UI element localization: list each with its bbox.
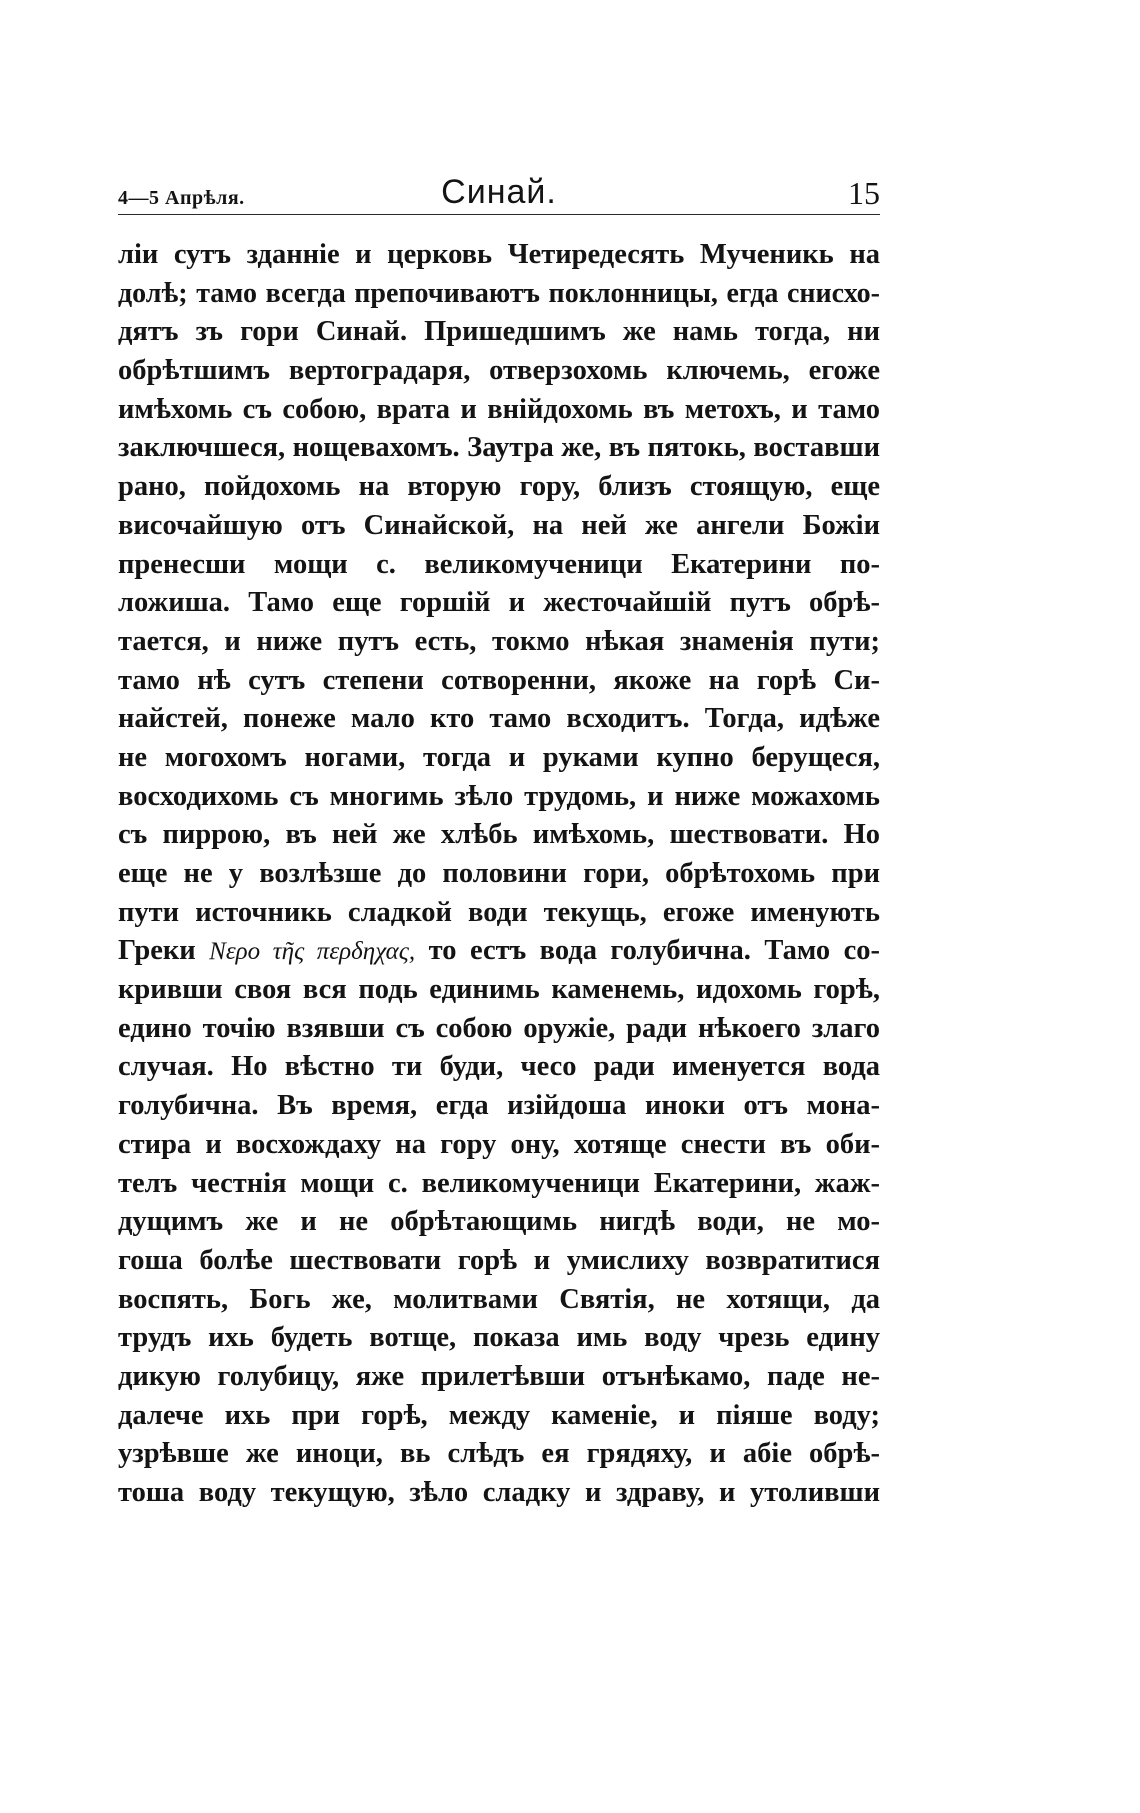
greek-phrase: Νερο τῆς περδηχας, (209, 938, 416, 966)
text-line: стира и восхождаху на гору ону, хотяще снести въ оби- (118, 1128, 880, 1160)
text-line: тамо нѣ сутъ степени сотворенни, якоже на горѣ Си- (118, 664, 880, 696)
text-line: гоша болѣе шествовати горѣ и умислиху возвратитися (118, 1244, 880, 1276)
text-line: обрѣтшимъ вертоградаря, отверзохомь ключемь, егоже (118, 355, 880, 387)
text-line: дущимъ же и не обрѣтающимь нигдѣ води, не мо- (118, 1206, 880, 1238)
greek-line-suffix: то естъ вода голубична. Тамо со- (428, 935, 881, 967)
text-line: трудъ ихь будеть вотще, показа имь воду чрезь едину (118, 1322, 880, 1354)
body-text (118, 236, 880, 1513)
text-line: височайшую отъ Синайской, на ней же ангели Божіи (118, 509, 880, 541)
text-line: съ пиррою, въ ней же хлѣбь имѣхомь, шествовати. Но (118, 819, 880, 851)
text-line: ложиша. Тамо еще горшій и жесточайшій путъ обрѣ- (118, 587, 880, 619)
text-line-greek (118, 932, 880, 971)
page-number: 15 (848, 175, 880, 211)
text-line: долѣ; тамо всегда препочиваютъ поклонницы, егда снисхо- (118, 277, 880, 309)
text-line: пути источникь сладкой води текущь, егоже именують (118, 896, 880, 928)
header-rule (118, 214, 880, 215)
text-line: имѣхомь съ собою, врата и внійдохомь въ метохъ, и тамо (118, 393, 880, 425)
text-line: найстей, понеже мало кто тамо всходитъ. Тогда, идѣже (118, 703, 880, 735)
text-line: телъ честнія мощи с. великомученици Екатерини, жаж- (118, 1167, 880, 1199)
text-line: еще не у возлѣзше до половини гори, обрѣтохомь при (118, 858, 880, 889)
text-line: рано, пойдохомь на вторую гору, близъ стоящую, еще (118, 471, 880, 503)
text-line: кривши своя вся подь единимь каменемь, идохомь горѣ, (118, 974, 880, 1006)
greek-line-prefix: Греки (118, 935, 196, 967)
text-line: дятъ зъ гори Синай. Пришедшимъ же намь тогда, ни (118, 316, 880, 348)
text-line: узрѣвше же иноци, вь слѣдъ ея грядяху, и абіе обрѣ- (118, 1438, 880, 1470)
text-line: не могохомъ ногами, тогда и руками купно берущеся, (118, 741, 880, 773)
text-line: заключшеся, нощевахомъ. Заутра же, въ пятокь, воставши (118, 432, 880, 464)
text-line: тается, и ниже путъ есть, токмо нѣкая знаменія пути; (118, 625, 880, 657)
text-line: далече ихь при горѣ, между каменіе, и піяше воду; (118, 1399, 880, 1431)
text-line: воспять, Богь же, молитвами Святія, не хотящи, да (118, 1283, 880, 1315)
running-head-date: 4—5 Апрѣля. (118, 187, 245, 209)
text-line: голубична. Въ время, егда изійдоша иноки отъ мона- (118, 1090, 880, 1122)
running-head-title: Синай. (441, 173, 557, 211)
text-line: пренесши мощи с. великомученици Екатерини по- (118, 548, 880, 580)
text-line: восходихомь съ многимь зѣло трудомь, и ниже можахомь (118, 780, 880, 812)
text-line: едино точію взявши съ собою оружіе, ради нѣкоего злаго (118, 1012, 880, 1044)
text-line: дикую голубицу, яже прилетѣвши отънѣкамо, паде не- (118, 1360, 880, 1392)
text-line: тоша воду текущую, зѣло сладку и здраву, и утоливши (118, 1477, 880, 1508)
text-line: ліи сутъ зданніе и церковь Четиредесять Мученикь на (118, 239, 880, 270)
running-header (118, 174, 880, 214)
text-line: случая. Но вѣстно ти буди, чесо ради именуется вода (118, 1051, 880, 1083)
